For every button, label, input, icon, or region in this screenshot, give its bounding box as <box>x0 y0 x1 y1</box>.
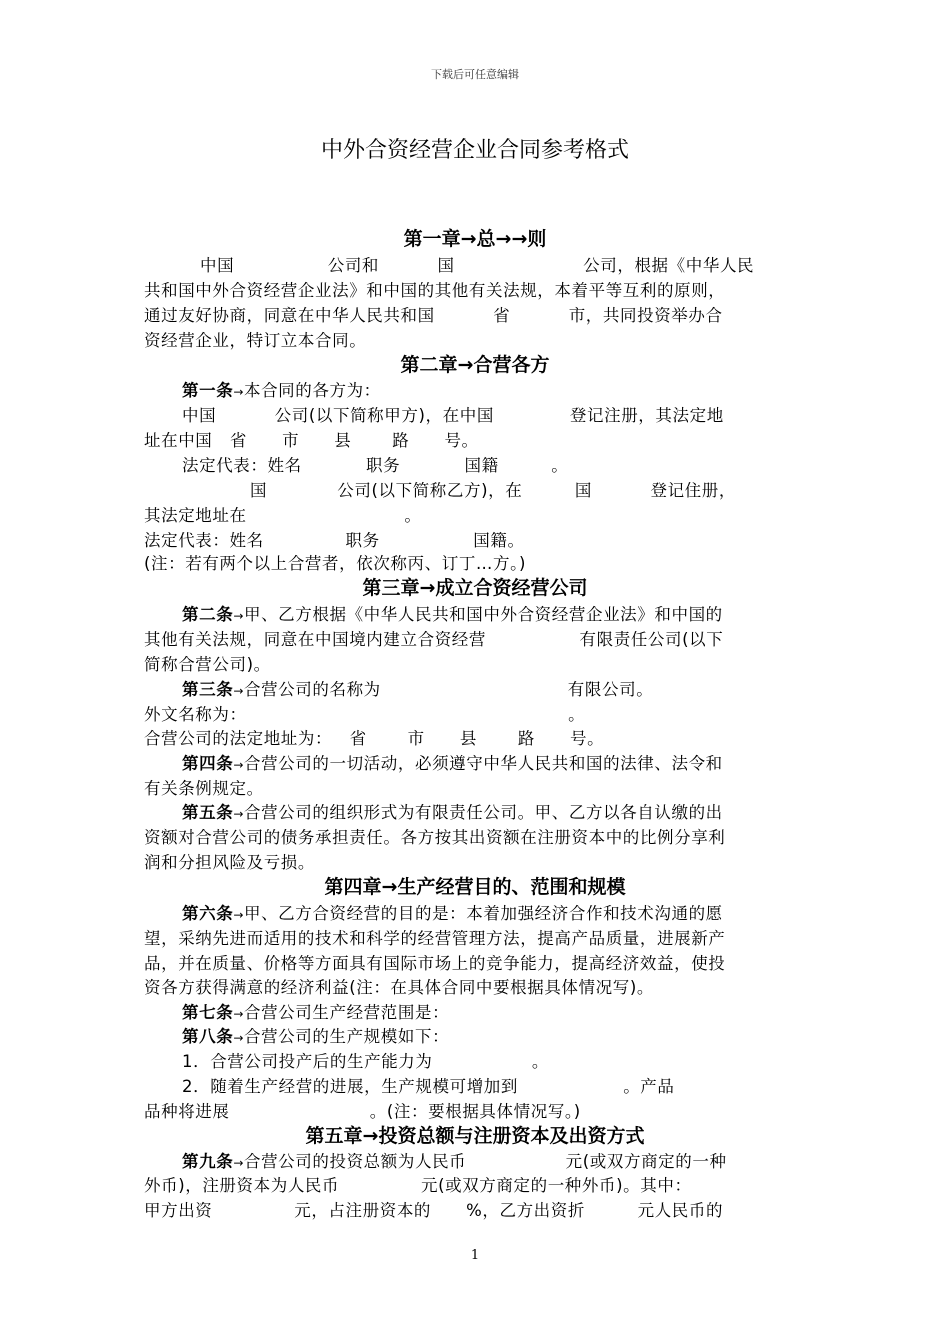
page-number: 1 <box>470 1248 480 1263</box>
paragraph-line: 甲方出资 元，占注册资本的 %，乙方出资折 元人民币的 <box>144 1201 724 1220</box>
paragraph-line: 品种将进展 。(注：要根据具体情况写。) <box>144 1102 581 1121</box>
chapter-3-heading: 第三章→成立合资经营公司 <box>362 577 588 599</box>
article-3 <box>182 676 653 700</box>
article-5 <box>182 799 723 823</box>
chapter-2-heading: 第二章→合营各方 <box>400 354 550 376</box>
article-label: 第八条 <box>182 1027 234 1046</box>
paragraph-line: 其他有关法规，同意在中国境内建立合资经营 有限责任公司(以下 <box>144 630 724 649</box>
paragraph-line: 法定代表：姓名 职务 国籍。 <box>144 531 525 550</box>
paragraph-line: 外币)，注册资本为人民币 元(或双方商定的一种外币)。其中： <box>144 1176 692 1195</box>
arrow-mark: → <box>233 684 244 698</box>
article-label: 第二条 <box>182 605 234 624</box>
article-4 <box>182 750 723 774</box>
article-text: 合营公司生产经营范围是： <box>243 1003 450 1022</box>
list-item: 1．合营公司投产后的生产能力为 。 <box>182 1052 549 1071</box>
arrow-mark: → <box>233 1031 244 1045</box>
chapter-4-heading: 第四章→生产经营目的、范围和规模 <box>324 876 626 898</box>
article-1 <box>182 377 381 401</box>
arrow-mark: → <box>233 385 244 399</box>
arrow-mark: → <box>233 908 244 922</box>
arrow-mark: → <box>233 1156 244 1170</box>
article-label: 第七条 <box>182 1003 234 1022</box>
article-text: 合营公司的投资总额为人民币 元(或双方商定的一种 <box>243 1152 727 1171</box>
article-text: 合营公司的名称为 有限公司。 <box>243 680 654 699</box>
paragraph-line: 通过友好协商，同意在中华人民共和国 省 市，共同投资举办合 <box>144 306 723 325</box>
paragraph-line: 国 公司(以下简称乙方)，在 国 登记住册， <box>250 481 736 500</box>
chapter-1-heading: 第一章→总→→则 <box>403 228 547 250</box>
article-7 <box>182 999 449 1023</box>
paragraph-line: 资各方获得满意的经济利益(注：在具体合同中要根据具体情况写)。 <box>144 978 654 997</box>
paragraph-line: 中国 公司(以下简称甲方)，在中国 登记注册，其法定地 <box>182 406 724 425</box>
paragraph-line: 法定代表：姓名 职务 国籍 。 <box>182 456 569 475</box>
article-text: 合营公司的一切活动，必须遵守中华人民共和国的法律、法令和 <box>243 754 723 773</box>
article-text: 甲、乙方根据《中华人民共和国中外合资经营企业法》和中国的 <box>243 605 723 624</box>
paragraph-line: 其法定地址在 。 <box>144 506 422 525</box>
article-8 <box>182 1023 449 1047</box>
document-title: 中外合资经营企业合同参考格式 <box>320 138 629 163</box>
article-text: 本合同的各方为： <box>243 381 381 400</box>
paragraph-line: 有关条例规定。 <box>144 779 264 798</box>
paragraph-line: (注：若有两个以上合营者，依次称丙、订丁…方。) <box>144 554 527 573</box>
article-text: 合营公司的组织形式为有限责任公司。甲、乙方以各自认缴的出 <box>243 803 723 822</box>
article-text: 甲、乙方合资经营的目的是：本着加强经济合作和技术沟通的愿 <box>243 904 723 923</box>
paragraph-line: 址在中国 省 市 县 路 号。 <box>144 431 479 450</box>
paragraph-line: 资额对合营公司的债务承担责任。各方按其出资额在注册资本中的比例分享利 <box>144 828 726 847</box>
article-label: 第一条 <box>182 381 234 400</box>
article-label: 第三条 <box>182 680 234 699</box>
paragraph-line: 品，并在质量、价格等方面具有国际市场上的竞争能力，提高经济效益，使投 <box>144 954 726 973</box>
article-label: 第六条 <box>182 904 234 923</box>
article-label: 第四条 <box>182 754 234 773</box>
article-9 <box>182 1148 727 1172</box>
arrow-mark: → <box>233 758 244 772</box>
paragraph-line: 外文名称为： 。 <box>144 705 586 724</box>
arrow-mark: → <box>233 807 244 821</box>
article-label: 第九条 <box>182 1152 234 1171</box>
article-6 <box>182 900 723 924</box>
article-label: 第五条 <box>182 803 234 822</box>
article-text: 合营公司的生产规模如下： <box>243 1027 450 1046</box>
paragraph-line: 合营公司的法定地址为： 省 市 县 路 号。 <box>144 729 605 748</box>
page-header: 下载后可任意编辑 <box>431 68 519 81</box>
paragraph-line: 共和国中外合资经营企业法》和中国的其他有关法规，本着平等互利的原则， <box>144 281 726 300</box>
arrow-mark: → <box>233 1007 244 1021</box>
list-item: 2．随着生产经营的进展，生产规模可增加到 。产品 <box>182 1077 675 1096</box>
paragraph-line: 望，采纳先进而适用的技术和科学的经营管理方法，提高产品质量，进展新产 <box>144 929 726 948</box>
paragraph-line: 简称合营公司)。 <box>144 655 271 674</box>
paragraph-line: 润和分担风险及亏损。 <box>144 853 315 872</box>
arrow-mark: → <box>233 609 244 623</box>
article-2 <box>182 601 723 625</box>
paragraph-line: 中国 公司和 国 公司，根据《中华人民 <box>200 256 755 275</box>
paragraph-line: 资经营企业，特订立本合同。 <box>144 331 367 350</box>
chapter-5-heading: 第五章→投资总额与注册资本及出资方式 <box>305 1125 645 1147</box>
